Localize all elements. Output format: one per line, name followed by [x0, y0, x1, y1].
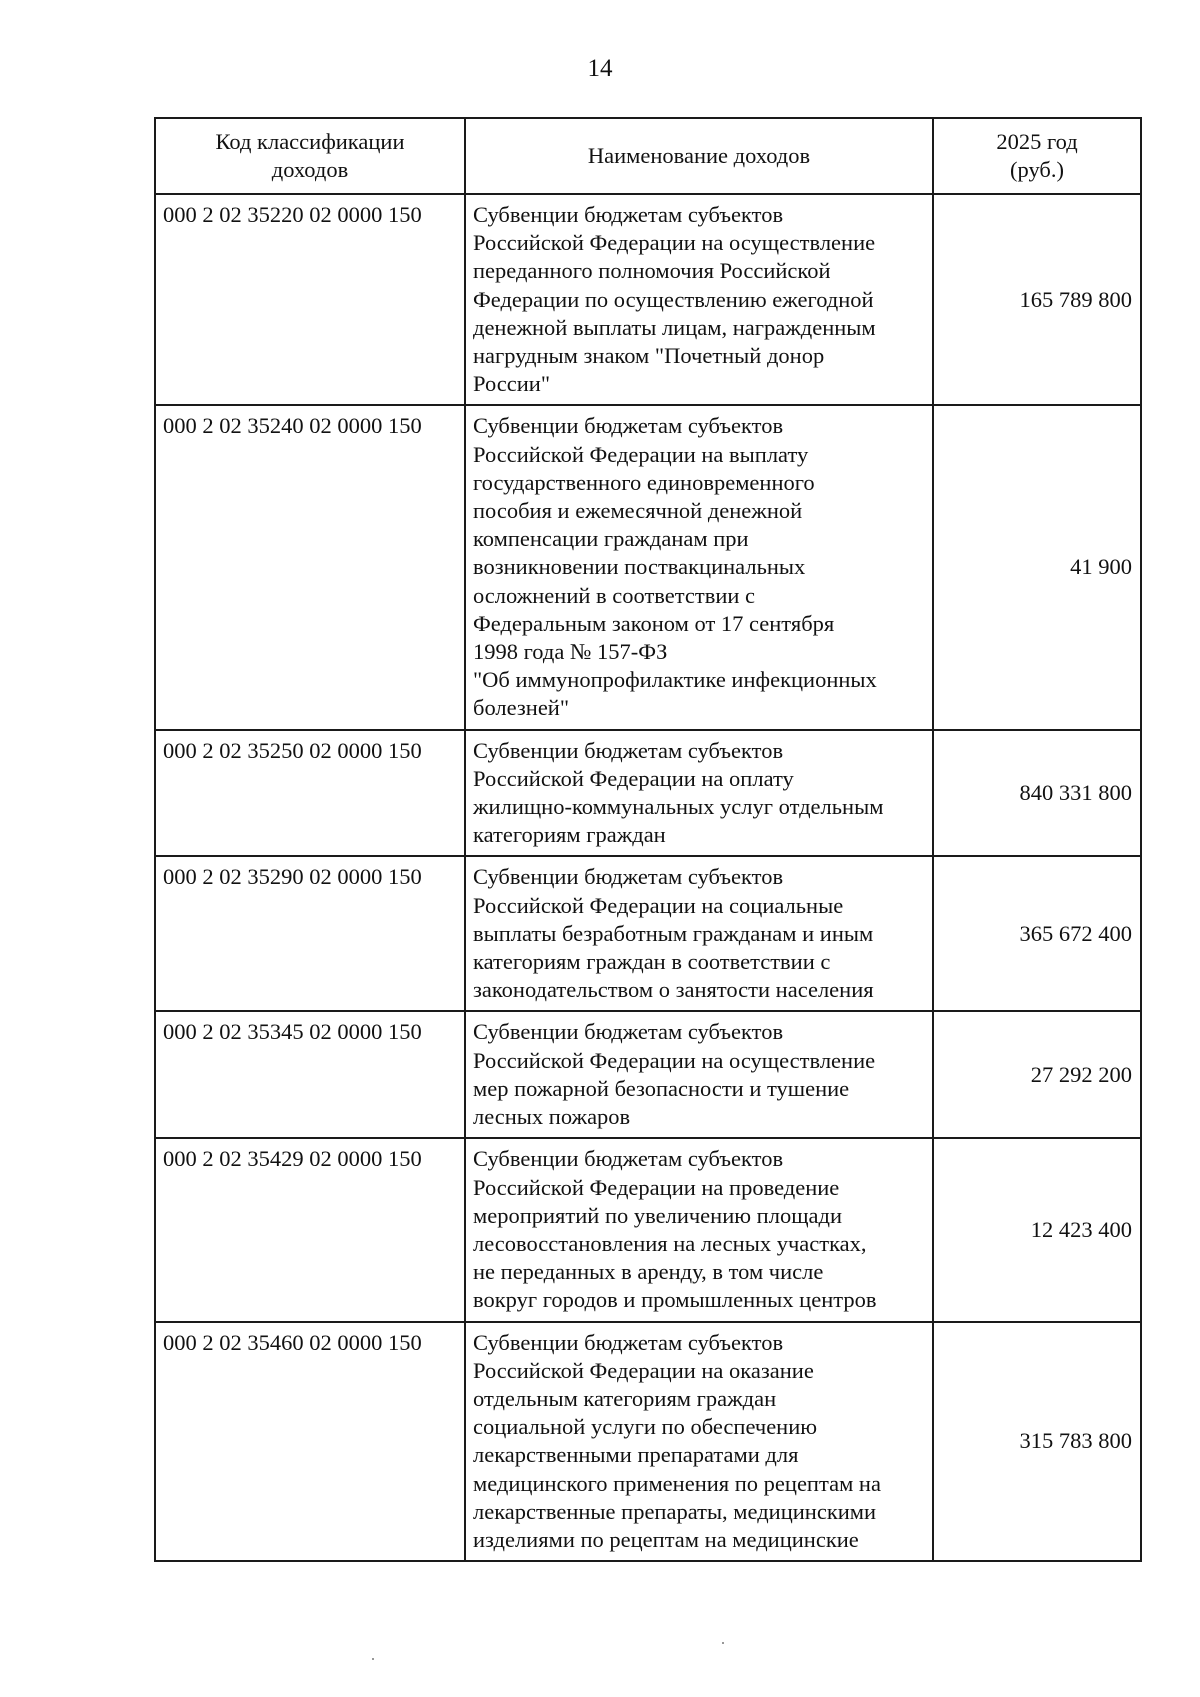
revenue-name-line: Российской Федерации на осуществление	[473, 230, 876, 256]
revenue-name-line: изделиями по рецептам на медицинские	[473, 1526, 859, 1552]
revenue-name-line: жилищно-коммунальных услуг отдельным	[473, 794, 884, 820]
header-amount	[933, 118, 1141, 194]
revenue-code: 000 2 02 35290 02 0000 150	[155, 856, 465, 1011]
revenue-name-line: переданного полномочия Российской	[473, 258, 831, 284]
revenue-name-line: лесовосстановления на лесных участках,	[473, 1230, 867, 1256]
revenue-amount: 315 783 800	[933, 1322, 1141, 1562]
header-name-text: Наименование доходов	[587, 142, 811, 168]
revenue-name-line: лекарственными препаратами для	[473, 1442, 799, 1468]
table-row	[155, 1011, 1141, 1138]
revenue-amount: 27 292 200	[933, 1011, 1141, 1138]
revenue-name-line: осложнений в соответствии с	[473, 582, 756, 608]
revenue-name-line: Российской Федерации на оказание	[473, 1357, 814, 1383]
revenue-name-line: социальной услуги по обеспечению	[473, 1414, 818, 1440]
table-row	[155, 405, 1141, 729]
revenue-name-line: Российской Федерации на социальные	[473, 892, 844, 918]
revenue-amount: 12 423 400	[933, 1138, 1141, 1321]
scan-speck	[722, 1642, 724, 1644]
revenue-name-line: мер пожарной безопасности и тушение	[473, 1075, 850, 1101]
revenue-name-line: Субвенции бюджетам субъектов	[473, 1146, 784, 1172]
revenue-name	[465, 405, 933, 729]
revenue-name-line: категориям граждан в соответствии с	[473, 949, 831, 975]
revenue-amount: 365 672 400	[933, 856, 1141, 1011]
revenue-name-line: лекарственные препараты, медицинскими	[473, 1498, 877, 1524]
table-row	[155, 856, 1141, 1011]
header-amount-line: 2025 год	[996, 128, 1078, 154]
revenue-name-line: государственного единовременного	[473, 469, 815, 495]
revenue-name-line: вокруг городов и промышленных центров	[473, 1287, 877, 1313]
revenue-name-line: "Об иммунопрофилактике инфекционных	[473, 667, 877, 693]
revenue-name-line: денежной выплаты лицам, награжденным	[473, 314, 876, 340]
header-code-line: Код классификации	[215, 128, 405, 154]
table-row	[155, 730, 1141, 857]
revenue-name-line: отдельным категориям граждан	[473, 1385, 777, 1411]
scan-speck	[372, 1658, 374, 1660]
revenue-name	[465, 194, 933, 405]
revenue-name-line: Федерации по осуществлению ежегодной	[473, 286, 874, 312]
revenue-name-line: возникновении поствакцинальных	[473, 554, 806, 580]
revenue-amount: 840 331 800	[933, 730, 1141, 857]
header-amount-line: (руб.)	[1010, 157, 1064, 182]
table-row	[155, 1138, 1141, 1321]
revenue-code: 000 2 02 35345 02 0000 150	[155, 1011, 465, 1138]
header-code	[155, 118, 465, 194]
revenue-name-line: Субвенции бюджетам субъектов	[473, 413, 784, 439]
revenue-name-line: не переданных в аренду, в том числе	[473, 1259, 824, 1285]
revenue-code: 000 2 02 35240 02 0000 150	[155, 405, 465, 729]
revenue-name-line: нагрудным знаком "Почетный донор	[473, 343, 825, 369]
revenue-name-line: выплаты безработным гражданам и иным	[473, 920, 874, 946]
revenue-name-line: компенсации гражданам при	[473, 526, 749, 552]
revenue-name-line: Субвенции бюджетам субъектов	[473, 737, 784, 763]
revenue-name-line: Субвенции бюджетам субъектов	[473, 202, 784, 227]
header-code-line: доходов	[271, 157, 349, 182]
revenue-name-line: Российской Федерации на проведение	[473, 1174, 840, 1200]
revenue-name-line: Субвенции бюджетам субъектов	[473, 1329, 784, 1355]
revenue-name-line: мероприятий по увеличению площади	[473, 1202, 842, 1228]
revenue-name-line: России"	[473, 371, 551, 397]
revenue-name	[465, 1011, 933, 1138]
revenue-name-line: Российской Федерации на выплату	[473, 441, 809, 467]
revenue-name-line: лесных пожаров	[473, 1104, 631, 1130]
revenue-code: 000 2 02 35429 02 0000 150	[155, 1138, 465, 1321]
page-number: 14	[587, 55, 613, 82]
revenue-name-line: Федеральным законом от 17 сентября	[473, 610, 835, 636]
revenue-table	[154, 117, 1142, 1562]
table-body	[155, 194, 1141, 1561]
table-header-row	[155, 118, 1141, 194]
table-row	[155, 194, 1141, 405]
header-name	[465, 118, 933, 194]
revenue-name-line: болезней"	[473, 695, 570, 721]
revenue-name	[465, 1322, 933, 1562]
revenue-code: 000 2 02 35220 02 0000 150	[155, 194, 465, 405]
revenue-name-line: Российской Федерации на оплату	[473, 765, 794, 791]
revenue-amount: 41 900	[933, 405, 1141, 729]
revenue-name-line: Субвенции бюджетам субъектов	[473, 1019, 784, 1045]
revenue-name-line: Субвенции бюджетам субъектов	[473, 864, 784, 890]
revenue-amount: 165 789 800	[933, 194, 1141, 405]
revenue-name-line: категориям граждан	[473, 822, 666, 848]
revenue-name-line: медицинского применения по рецептам на	[473, 1470, 881, 1496]
revenue-name-line: пособия и ежемесячной денежной	[473, 498, 803, 524]
revenue-name-line: Российской Федерации на осуществление	[473, 1047, 876, 1073]
revenue-name-line: 1998 года № 157-ФЗ	[473, 639, 668, 665]
revenue-name	[465, 1138, 933, 1321]
revenue-code: 000 2 02 35460 02 0000 150	[155, 1322, 465, 1562]
revenue-name	[465, 856, 933, 1011]
table-row	[155, 1322, 1141, 1562]
revenue-name-line: законодательством о занятости населения	[473, 977, 874, 1003]
revenue-name	[465, 730, 933, 857]
revenue-code: 000 2 02 35250 02 0000 150	[155, 730, 465, 857]
